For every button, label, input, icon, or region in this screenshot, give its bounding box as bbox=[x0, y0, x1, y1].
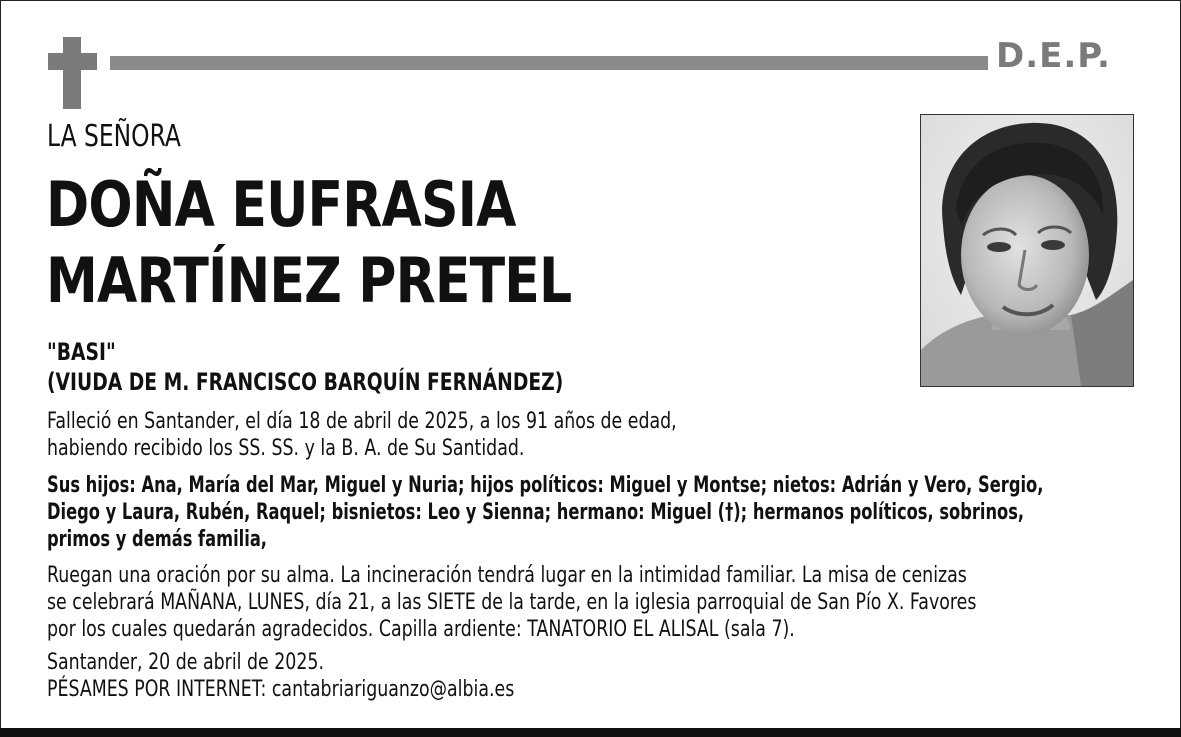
family-list bbox=[47, 472, 1043, 553]
family-line: Sus hijos: Ana, María del Mar, Miguel y Nuria; hijos políticos: Miguel y Montse; nietos: Adrián y Vero, Sergio, bbox=[47, 473, 1044, 498]
death-notice bbox=[47, 408, 677, 462]
intro-label: LA SEÑORA bbox=[47, 119, 181, 154]
nickname: "BASI" bbox=[47, 338, 116, 366]
service-line: Ruegan una oración por su alma. La incineración tendrá lugar en la intimidad familiar. La misa de cenizas bbox=[47, 563, 967, 588]
service-line: por los cuales quedarán agradecidos. Capilla ardiente: TANATORIO EL ALISAL (sala 7). bbox=[47, 617, 795, 642]
deceased-name-line2: MARTÍNEZ PRETEL bbox=[46, 244, 572, 317]
portrait-image bbox=[921, 115, 1133, 386]
place-date: Santander, 20 de abril de 2025. bbox=[47, 650, 325, 675]
bottom-bar bbox=[0, 728, 1181, 737]
family-line: Diego y Laura, Rubén, Raquel; bisnietos: Leo y Sienna; hermano: Miguel (†); hermanos políticos, sobrinos, bbox=[47, 500, 1025, 525]
cross-icon-bar bbox=[48, 53, 97, 70]
condolences-line: PÉSAMES POR INTERNET: cantabriariguanzo@albia.es bbox=[47, 677, 515, 702]
death-line: habiendo recibido los SS. SS. y la B. A. de Su Santidad. bbox=[47, 436, 525, 461]
header-rule bbox=[110, 56, 988, 70]
dep-heading: D.E.P. bbox=[996, 36, 1111, 76]
portrait-photo bbox=[920, 114, 1134, 387]
death-line: Falleció en Santander, el día 18 de abril de 2025, a los 91 años de edad, bbox=[47, 409, 677, 434]
cross-icon bbox=[63, 37, 81, 109]
service-line: se celebrará MAÑANA, LUNES, día 21, a las SIETE de la tarde, en la iglesia parroquial de San Pío X. Favores bbox=[47, 590, 977, 615]
family-line: primos y demás familia, bbox=[47, 527, 267, 552]
widow-of: (VIUDA DE M. FRANCISCO BARQUÍN FERNÁNDEZ) bbox=[47, 368, 564, 396]
footer bbox=[47, 649, 514, 703]
service-details bbox=[47, 562, 976, 643]
deceased-name-line1: DOÑA EUFRASIA bbox=[46, 168, 516, 241]
